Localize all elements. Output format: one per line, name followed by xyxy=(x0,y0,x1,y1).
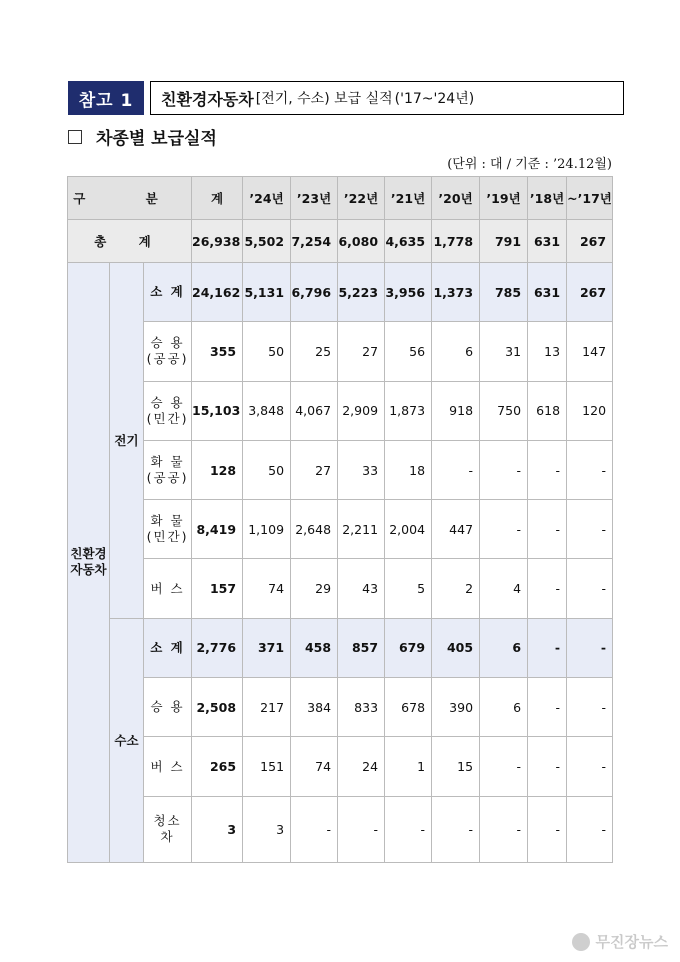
value-cell: 74 xyxy=(243,559,291,618)
value-cell: 27 xyxy=(291,440,338,499)
hydrogen-row xyxy=(68,737,613,796)
value-cell: 2,211 xyxy=(338,500,385,559)
total-cell: 1,778 xyxy=(432,220,480,263)
value-cell: 2,508 xyxy=(192,678,243,737)
value-cell: 750 xyxy=(480,381,528,440)
section-title: 차종별 보급실적 xyxy=(96,129,217,149)
value-cell: 679 xyxy=(385,618,432,677)
row-label-text: 화 물 (민간) xyxy=(146,513,189,545)
total-row xyxy=(68,220,613,263)
mountain-logo-icon xyxy=(572,933,590,951)
total-cell: 631 xyxy=(528,220,567,263)
title-main: 친환경자동차 xyxy=(161,89,254,109)
value-cell: 151 xyxy=(243,737,291,796)
value-cell: - xyxy=(567,678,613,737)
value-cell: 267 xyxy=(567,263,613,322)
column-header: ’20년 xyxy=(432,177,480,220)
value-cell: 50 xyxy=(243,322,291,381)
value-cell: 6 xyxy=(480,678,528,737)
value-cell: 1,373 xyxy=(432,263,480,322)
supply-table xyxy=(67,176,613,863)
value-cell: 371 xyxy=(243,618,291,677)
value-cell: - xyxy=(528,678,567,737)
row-label-text: 소 계 xyxy=(150,639,185,655)
total-cell: 5,502 xyxy=(243,220,291,263)
value-cell: 3,956 xyxy=(385,263,432,322)
row-label-text: 승 용 (공공) xyxy=(146,335,189,367)
value-cell: 120 xyxy=(567,381,613,440)
value-cell: 15 xyxy=(432,737,480,796)
value-cell: - xyxy=(528,737,567,796)
value-cell: 31 xyxy=(480,322,528,381)
row-label-text: 소 계 xyxy=(150,284,185,300)
total-cell: 4,635 xyxy=(385,220,432,263)
value-cell: - xyxy=(528,618,567,677)
value-cell: 3 xyxy=(192,796,243,862)
electric-row xyxy=(68,381,613,440)
value-cell: - xyxy=(567,559,613,618)
document-title xyxy=(150,81,624,115)
watermark-text: 무진장뉴스 xyxy=(595,933,668,951)
value-cell: 25 xyxy=(291,322,338,381)
row-label xyxy=(144,678,192,737)
value-cell: 3 xyxy=(243,796,291,862)
total-cell: 791 xyxy=(480,220,528,263)
value-cell: - xyxy=(528,796,567,862)
row-label xyxy=(144,618,192,677)
value-cell: 785 xyxy=(480,263,528,322)
value-cell: - xyxy=(480,796,528,862)
value-cell: - xyxy=(480,440,528,499)
hydrogen-group-label: 수소 xyxy=(110,618,144,862)
value-cell: 2,776 xyxy=(192,618,243,677)
value-cell: 631 xyxy=(528,263,567,322)
value-cell: 33 xyxy=(338,440,385,499)
value-cell: 29 xyxy=(291,559,338,618)
value-cell: 2,004 xyxy=(385,500,432,559)
value-cell: 265 xyxy=(192,737,243,796)
total-cell: 267 xyxy=(567,220,613,263)
total-cell: 7,254 xyxy=(291,220,338,263)
electric-row xyxy=(68,263,613,322)
value-cell: 458 xyxy=(291,618,338,677)
value-cell: 384 xyxy=(291,678,338,737)
value-cell: 2,648 xyxy=(291,500,338,559)
value-cell: 4,067 xyxy=(291,381,338,440)
value-cell: 217 xyxy=(243,678,291,737)
value-cell: 618 xyxy=(528,381,567,440)
row-label xyxy=(144,559,192,618)
total-cell: 26,938 xyxy=(192,220,243,263)
row-label xyxy=(144,500,192,559)
reference-header xyxy=(68,81,624,115)
value-cell: - xyxy=(528,559,567,618)
value-cell: 74 xyxy=(291,737,338,796)
value-cell: 390 xyxy=(432,678,480,737)
value-cell: - xyxy=(432,796,480,862)
header-row xyxy=(68,177,613,220)
value-cell: 857 xyxy=(338,618,385,677)
row-label-text: 청소차 xyxy=(153,813,182,845)
column-header: ’18년 xyxy=(528,177,567,220)
value-cell: 24,162 xyxy=(192,263,243,322)
value-cell: 1,873 xyxy=(385,381,432,440)
value-cell: 128 xyxy=(192,440,243,499)
value-cell: 50 xyxy=(243,440,291,499)
value-cell: - xyxy=(291,796,338,862)
hydrogen-row xyxy=(68,796,613,862)
row-label-text: 화 물 (공공) xyxy=(146,454,189,486)
value-cell: 18 xyxy=(385,440,432,499)
category-text: 친환경 자동차 xyxy=(70,546,107,578)
row-label xyxy=(144,322,192,381)
electric-row xyxy=(68,559,613,618)
column-header: 계 xyxy=(192,177,243,220)
row-label-text: 승 용 (민간) xyxy=(146,394,189,426)
electric-group-label: 전기 xyxy=(110,263,144,619)
value-cell: - xyxy=(567,500,613,559)
title-period: ('17~'24년) xyxy=(394,91,475,107)
hydrogen-row xyxy=(68,618,613,677)
watermark xyxy=(572,931,668,952)
unit-note: (단위 : 대 / 기준 : ’24.12월) xyxy=(447,157,612,172)
value-cell: 24 xyxy=(338,737,385,796)
value-cell: - xyxy=(567,737,613,796)
row-label-text: 승 용 xyxy=(150,699,185,715)
value-cell: 4 xyxy=(480,559,528,618)
row-label-text: 버 스 xyxy=(150,758,185,774)
total-cell: 6,080 xyxy=(338,220,385,263)
value-cell: 405 xyxy=(432,618,480,677)
value-cell: - xyxy=(528,440,567,499)
title-subtitle: [전기, 수소) 보급 실적 xyxy=(255,91,393,107)
header-group-label: 구 분 xyxy=(68,177,192,220)
value-cell: - xyxy=(567,618,613,677)
value-cell: - xyxy=(567,440,613,499)
value-cell: 43 xyxy=(338,559,385,618)
value-cell: - xyxy=(528,500,567,559)
column-header: ’19년 xyxy=(480,177,528,220)
column-header: ’23년 xyxy=(291,177,338,220)
value-cell: 8,419 xyxy=(192,500,243,559)
value-cell: 6 xyxy=(432,322,480,381)
column-header: ’21년 xyxy=(385,177,432,220)
value-cell: 678 xyxy=(385,678,432,737)
value-cell: - xyxy=(480,500,528,559)
value-cell: 1,109 xyxy=(243,500,291,559)
electric-row xyxy=(68,322,613,381)
value-cell: - xyxy=(385,796,432,862)
value-cell: 27 xyxy=(338,322,385,381)
value-cell: 447 xyxy=(432,500,480,559)
value-cell: - xyxy=(480,737,528,796)
total-label: 총 계 xyxy=(68,220,192,263)
row-label xyxy=(144,381,192,440)
section-heading xyxy=(68,124,217,149)
column-header: ’22년 xyxy=(338,177,385,220)
value-cell: 15,103 xyxy=(192,381,243,440)
value-cell: 147 xyxy=(567,322,613,381)
value-cell: 5,131 xyxy=(243,263,291,322)
row-label xyxy=(144,737,192,796)
row-label xyxy=(144,440,192,499)
value-cell: 5 xyxy=(385,559,432,618)
column-header: ’24년 xyxy=(243,177,291,220)
value-cell: 1 xyxy=(385,737,432,796)
value-cell: 833 xyxy=(338,678,385,737)
value-cell: 13 xyxy=(528,322,567,381)
value-cell: 3,848 xyxy=(243,381,291,440)
checkbox-square-icon xyxy=(68,130,82,144)
electric-row xyxy=(68,440,613,499)
hydrogen-row xyxy=(68,678,613,737)
value-cell: 157 xyxy=(192,559,243,618)
value-cell: 918 xyxy=(432,381,480,440)
value-cell: - xyxy=(338,796,385,862)
value-cell: 355 xyxy=(192,322,243,381)
value-cell: 2 xyxy=(432,559,480,618)
value-cell: 6 xyxy=(480,618,528,677)
electric-row xyxy=(68,500,613,559)
value-cell: - xyxy=(567,796,613,862)
column-header: ~’17년 xyxy=(567,177,613,220)
value-cell: 2,909 xyxy=(338,381,385,440)
row-label xyxy=(144,263,192,322)
row-label xyxy=(144,796,192,862)
value-cell: - xyxy=(432,440,480,499)
reference-badge: 참고 1 xyxy=(68,81,144,115)
value-cell: 56 xyxy=(385,322,432,381)
row-label-text: 버 스 xyxy=(150,580,185,596)
category-label xyxy=(68,263,110,863)
value-cell: 5,223 xyxy=(338,263,385,322)
value-cell: 6,796 xyxy=(291,263,338,322)
